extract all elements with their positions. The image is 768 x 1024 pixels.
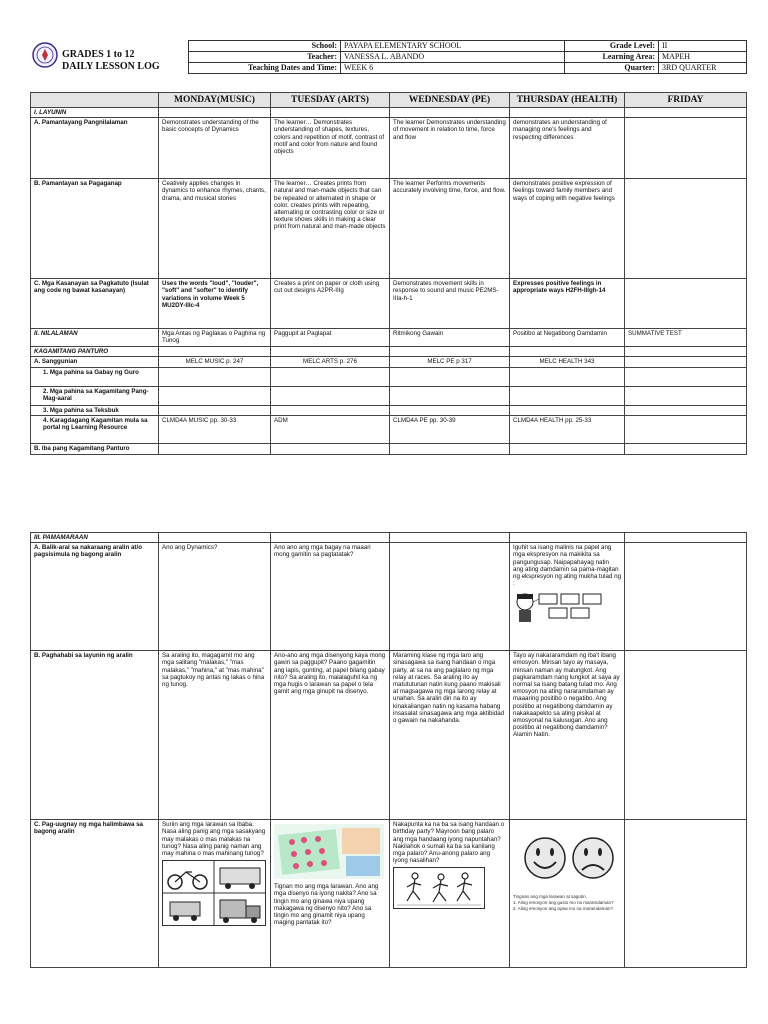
table-cell: Mga Antas ng Paglakas o Paghina ng Tunog: [159, 329, 271, 347]
section-heading-nilalaman: II. NILALAMAN: [31, 329, 159, 347]
row-label-teksbuk: 3. Mga pahina sa Teksbuk: [31, 405, 159, 415]
table-cell: Expresses positive feelings in appropriate ways H2FH-IIIgh-14: [510, 279, 625, 329]
table-cell: Ano ang Dynamics?: [159, 543, 271, 651]
table-cell: [625, 357, 747, 367]
faces-caption: Tingnan ang mga larawan at sagutin.: [513, 894, 587, 900]
table-cell: Ano-ano ang mga disenyong kaya mong gawin sa paggupit? Paano gagamitin ang lapis, gunting, at papel bilang gabay nito? Sa araling ito, malalaguhit ka ng mga hugis o larawan sa papel o tela gamit ang mga ginupit na disenyo.: [271, 651, 390, 820]
row-label-mga-kasanayan: C. Mga Kasanayan sa Pagkatuto (Isulat ang code ng bawat kasanayan): [31, 279, 159, 329]
lesson-log-header: [30, 40, 746, 74]
row-label-iba-pang-kagamitan: B. Iba pang Kagamitang Panturo: [31, 443, 159, 454]
face-expression-worksheet-image: [513, 590, 613, 624]
quarter-label: Quarter:: [565, 63, 659, 74]
pag-uugnay-wednesday-text: Nakapunta ka na ba sa isang handaan o birthday party? Mayroon bang palaro ang mga handaang iyong napuntahan? Nakilahok o sumali ka ba sa kanilang mga palaro? Anu-anong palaro ang iyong nasalihan?: [393, 821, 505, 865]
day-header-thursday: THURSDAY (HEALTH): [510, 93, 625, 108]
happy-sad-faces-image: [513, 824, 621, 894]
day-header-tuesday: TUESDAY (ARTS): [271, 93, 390, 108]
learning-area-value: MAPEH: [659, 52, 747, 63]
balik-aral-thursday-text: Iguhit sa isang malinis na papel ang mga ekspresyon na makikita sa pangungusap. Naipapahayag natin ang ating damdamin sa pama-magitan ng ekspresyon ng ating mukha tulad ng :: [513, 544, 622, 588]
table-cell: ADM: [271, 415, 390, 443]
quarter-value: 3RD QUARTER: [659, 63, 747, 74]
table-cell: Paggupit at Paglapat: [271, 329, 390, 347]
row-label-karagdagang-kagamitan: 4. Karagdagang Kagamitan mula sa portal ng Learning Resource: [31, 415, 159, 443]
table-cell: The learner Demonstrates understanding of movement in relation to time, force and flow: [390, 118, 510, 179]
table-cell: CLMD4A MUSIC pp. 30-33: [159, 415, 271, 443]
grade-level-label: Grade Level:: [565, 41, 659, 52]
row-label-sanggunian: A. Sanggunian: [31, 357, 159, 367]
table-cell: Creates a print on paper or cloth using cut out designs A2PR-IIIg: [271, 279, 390, 329]
grade-level-value: II: [659, 41, 747, 52]
faces-question-1: 1. Aling emosyon ang gusto mo na maramdaman?: [513, 900, 614, 906]
table-cell: Positibo at Negatibong Damdamin: [510, 329, 625, 347]
row-label-paghahabi: B. Paghahabi sa layunin ng aralin: [31, 651, 159, 820]
table-cell: CLMD4A HEALTH pp. 25-33: [510, 415, 625, 443]
table-cell: The learner… Creates prints from natural and man-made objects that can be repeated or alternated in shape or color. creates prints with repeating, alternating or contrasting color or size or texture shows skills in making a clear print from natural and man-made objects: [271, 179, 390, 279]
teacher-label: Teacher:: [189, 52, 341, 63]
table-cell: MELC HEALTH 343: [510, 357, 625, 367]
table-cell: MELC MUSIC p. 247: [159, 357, 271, 367]
section-heading-layunin: I. LAYUNIN: [31, 108, 159, 118]
table-cell: CLMD4A PE pp. 30-39: [390, 415, 510, 443]
table-cell: [390, 543, 510, 651]
teacher-value: VANESSA L. ABANDO: [341, 52, 565, 63]
school-value: PAYAPA ELEMENTARY SCHOOL: [341, 41, 565, 52]
table-cell: [271, 820, 390, 968]
table-cell: [625, 415, 747, 443]
procedure-table: [30, 532, 747, 968]
pag-uugnay-monday-text: Suriin ang mga larawan sa ibaba. Nasa aling panig ang mga sasakyang may malakas o mas malakas na tunog? Nasa aling panig naman ang may mahina o mas mahinang tunog?: [162, 821, 266, 858]
table-cell: Tayo ay nakararamdam ng iba't ibang emosyon. Minsan tayo ay masaya, minsan naman ay malungkot. Ang pagkaramdam nang lungkot at saya ay normal sa isang batang tulad mo. Ang emosyon na ating nararamdaman ay maaaring positibo o negatibo. Ang positibo at negatibong damdamin ay nakakaapekto sa ating pisikal at emosyonal na kalusugan. Ano ang positibo at negatibong damdamin? Alamin Natin.: [510, 651, 625, 820]
table-cell: Ano ano ang mga bagay na maaari mong gamitin sa pagtatatak?: [271, 543, 390, 651]
school-label: School:: [189, 41, 341, 52]
row-label-pamantayan-sa-pagaganap: B. Pamantayan sa Pagaganap: [31, 179, 159, 279]
table-cell: [625, 179, 747, 279]
table-cell: The learner… Demonstrates understanding of shapes, textures, colors and repetition of motif, contrast of motif and color from nature and found objects: [271, 118, 390, 179]
table-cell: Uses the words "loud", "louder", "soft" and "softer" to identify variations in volume Week 5 MU2DY-IIIc-4: [159, 279, 271, 329]
row-label-gabay-ng-guro: 1. Mga pahina sa Gabay ng Guro: [31, 367, 159, 386]
pag-uugnay-tuesday-text: Tignan mo ang mga larawan. Ano ang mga disenyo na iyong nakita? Ano sa tingin mo ang ginawa niya upang makagawa ng disenyo nito? Ano sa tingin mo ang ginamit niya upang maging pantatak ito?: [274, 883, 379, 927]
table-cell: MELC ARTS p. 276: [271, 357, 390, 367]
table-cell: [625, 279, 747, 329]
table-cell: Demonstrates understanding of the basic concepts of Dynamics: [159, 118, 271, 179]
vehicles-image: [162, 860, 266, 926]
day-header-wednesday: WEDNESDAY (PE): [390, 93, 510, 108]
table-cell: Demonstrates movement skills in response to sound and music PE2MS-IIIa-h-1: [390, 279, 510, 329]
document-title: GRADES 1 to 12 DAILY LESSON LOG: [62, 49, 160, 72]
row-label-pag-uugnay: C. Pag-uugnay ng mga halimbawa sa bagong aralin: [31, 820, 159, 968]
table-cell: Sa araling ito, magagamit mo ang mga salitang "malakas," "mas malakas," "mahina," at "mas mahina" sa pagtukoy ng antas ng lakas o hina ng tunog.: [159, 651, 271, 820]
print-designs-image: [274, 824, 384, 879]
learning-area-label: Learning Area:: [565, 52, 659, 63]
table-cell: [390, 820, 510, 968]
table-cell: [159, 820, 271, 968]
faces-question-2: 2. Aling emosyon ang ayaw mo na maramdaman?: [513, 906, 614, 912]
table-cell: Ritmikong Gawain: [390, 329, 510, 347]
table-cell: SUMMATIVE TEST: [625, 329, 747, 347]
row-label-pamantayang-pangnilalaman: A. Pamantayang Pangnilalaman: [31, 118, 159, 179]
table-cell: MELC PE p 317: [390, 357, 510, 367]
table-cell: The learner Performs movements accurately involving time, force, and flow.: [390, 179, 510, 279]
row-label-balik-aral: A. Balik-aral sa nakaraang aralin at/o pagsisimula ng bagong aralin: [31, 543, 159, 651]
table-cell: [625, 118, 747, 179]
relay-race-image: [393, 867, 485, 909]
day-header-friday: FRIDAY: [625, 93, 747, 108]
deped-seal-icon: [32, 42, 58, 68]
teaching-dates-value: WEEK 6: [341, 63, 565, 74]
table-cell: [510, 543, 625, 651]
day-header-monday: MONDAY(MUSIC): [159, 93, 271, 108]
section-heading-kagamitang-panturo: KAGAMITANG PANTURO: [31, 347, 159, 357]
table-cell: demonstrates positive expression of feelings toward family members and ways of coping with negative feelings: [510, 179, 625, 279]
table-cell: demonstrates an understanding of managing one's feelings and respecting differences: [510, 118, 625, 179]
table-cell: Maraming klase ng mga laro ang sinasagawa sa isang handaan o mga party, at sa na ang paglalaro ng mga relay at races. Sa araling ito ay matututunan natin kung paano makisali at magsagawa ng mga larong relay at unahan. Sa aralin din na ito ay kinakailangan natin ng kasama habang insasalat sinasagawa ang mga aktibidad o gawain na nakahanda.: [390, 651, 510, 820]
table-cell: Ceatively applies changes in dynamics to enhance rhymes, chants, drama, and musical stories: [159, 179, 271, 279]
row-label-kagamitang-pang-mag-aaral: 2. Mga pahina sa Kagamitang Pang-Mag-aaral: [31, 386, 159, 405]
table-cell: [510, 820, 625, 968]
teaching-dates-label: Teaching Dates and Time:: [189, 63, 341, 74]
section-heading-pamamaraan: III. PAMAMARAAN: [31, 533, 159, 543]
objectives-table: [30, 92, 747, 455]
